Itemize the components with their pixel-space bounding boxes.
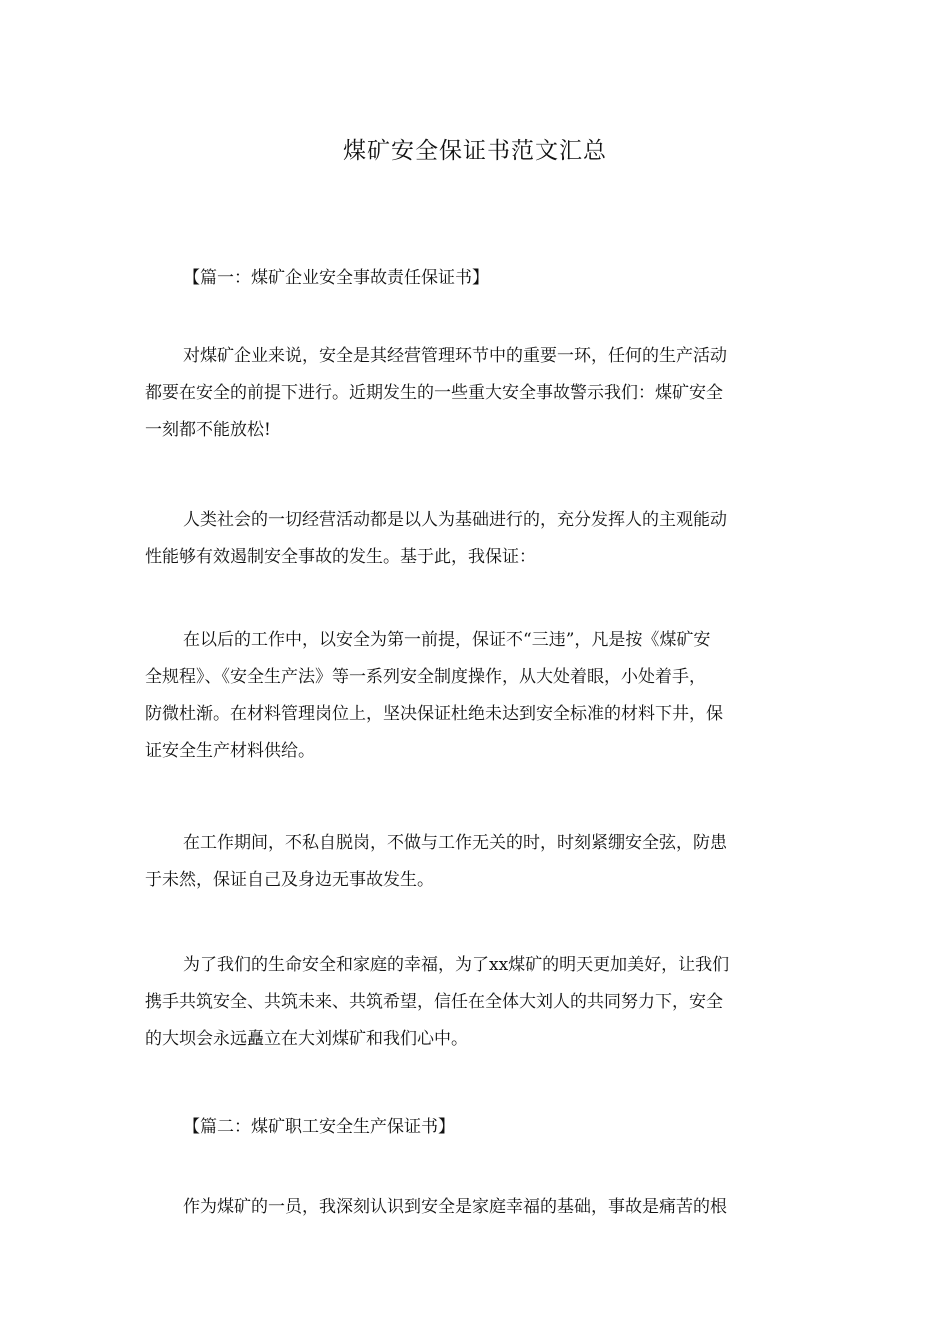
paragraph-line: 人类社会的一切经营活动都是以人为基础进行的，充分发挥人的主观能动	[183, 510, 727, 530]
paragraph-line: 携手共筑安全、共筑未来、共筑希望，信任在全体大刘人的共同努力下，安全	[145, 992, 723, 1012]
paragraph-line: 全规程》、《安全生产法》等一系列安全制度操作，从大处着眼，小处着手，	[145, 667, 706, 687]
paragraph	[145, 502, 810, 576]
paragraph-line: 性能够有效遏制安全事故的发生。基于此，我保证：	[145, 547, 536, 567]
paragraph-line: 对煤矿企业来说，安全是其经营管理环节中的重要一环，任何的生产活动	[183, 346, 727, 366]
paragraph-line: 在以后的工作中，以安全为第一前提，保证不“三违”，凡是按《煤矿安	[183, 630, 711, 650]
paragraph-line: 为了我们的生命安全和家庭的幸福，为了xx煤矿的明天更加美好，让我们	[183, 955, 730, 975]
paragraph	[145, 622, 810, 770]
paragraph-line: 于未然，保证自己及身边无事故发生。	[145, 870, 434, 890]
section-heading-1: 【篇一：煤矿企业安全事故责任保证书】	[183, 268, 489, 288]
paragraph-line: 证安全生产材料供给。	[145, 741, 315, 761]
paragraph	[145, 1189, 810, 1226]
document-title: 煤矿安全保证书范文汇总	[343, 138, 607, 164]
paragraph-line: 都要在安全的前提下进行。近期发生的一些重大安全事故警示我们：煤矿安全	[145, 383, 723, 403]
paragraph-line: 的大坝会永远矗立在大刘煤矿和我们心中。	[145, 1029, 468, 1049]
section-heading-2: 【篇二：煤矿职工安全生产保证书】	[183, 1117, 455, 1137]
paragraph	[145, 947, 810, 1058]
paragraph-line: 一刻都不能放松!	[145, 420, 271, 440]
paragraph-line: 防微杜渐。在材料管理岗位上，坚决保证杜绝未达到安全标准的材料下井，保	[145, 704, 723, 724]
paragraph	[145, 825, 810, 899]
paragraph	[145, 338, 810, 449]
paragraph-line: 在工作期间，不私自脱岗，不做与工作无关的时，时刻紧绷安全弦，防患	[183, 833, 727, 853]
paragraph-line: 作为煤矿的一员，我深刻认识到安全是家庭幸福的基础，事故是痛苦的根	[183, 1197, 727, 1217]
